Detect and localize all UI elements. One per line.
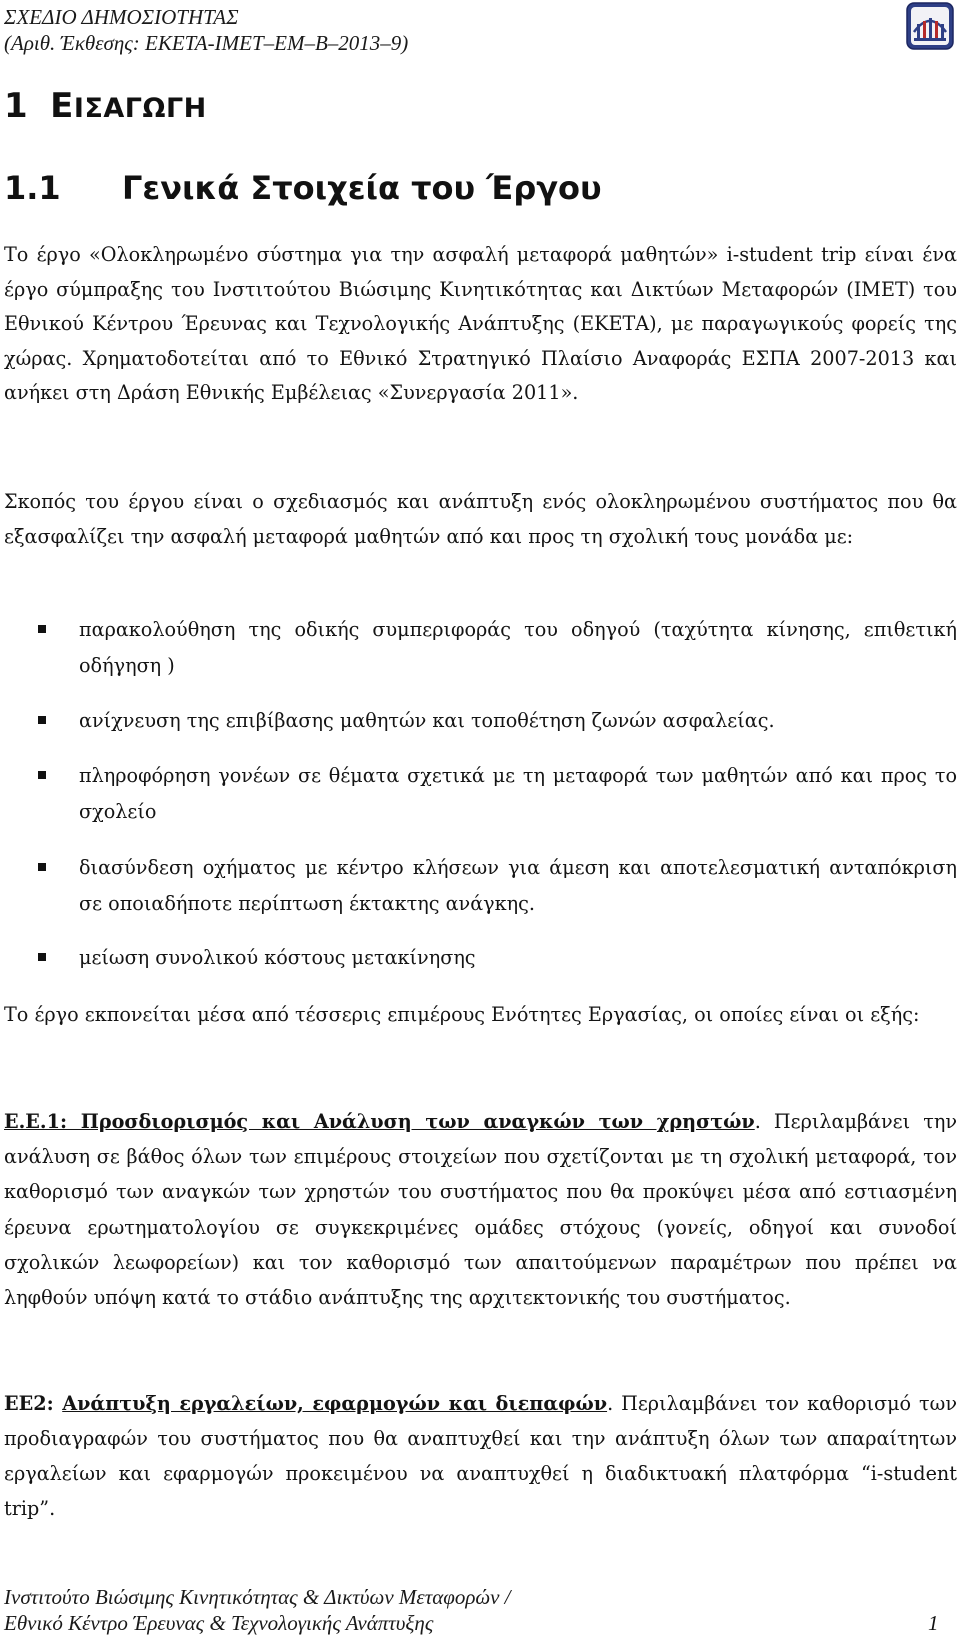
work-package-2-title: Ανάπτυξη εργαλείων, εφαρμογών και διεπαφών (62, 1392, 608, 1415)
square-bullet-icon (38, 953, 46, 961)
subsection-title: Γενικά Στοιχεία του Έργου (122, 169, 602, 207)
square-bullet-icon (38, 863, 46, 871)
square-bullet-icon (38, 771, 46, 779)
page-footer (4, 1584, 884, 1636)
intro-paragraph: Το έργο «Ολοκληρωμένο σύστημα για την ασφαλή μεταφορά μαθητών» i-student trip είναι ένα έργο σύμπραξης του Ινστιτούτου Βιώσιμης Κινητικότητας και Δικτύων Μεταφορών (ΙΜΕΤ) του Εθνικού Κέντρου Έρευνας και Τεχνολογικής Ανάπτυξης (ΕΚΕΤΑ), με παραγωγικούς φορείς της χώρας. Χρηματοδοτείται από το Εθνικό Στρατηγικό Πλαίσιο Αναφοράς ΕΣΠΑ 2007-2013 και ανήκει στη Δράση Εθνικής Εμβέλειας «Συνεργασία 2011». (4, 243, 957, 405)
section-heading-1 (4, 84, 207, 131)
page-number: 1 (928, 1611, 939, 1635)
work-package-1-text: . Περιλαμβάνει την ανάλυση σε βάθος όλων των επιμέρους στοιχείων που σχετίζονται με τη σχολική μεταφορά, τον καθορισμό των αναγκών των χρηστών του συστήματος που θα προκύψει μέσα από εστιασμένη έρευνα ερωτηματολογίου σε συγκεκριμένες ομάδες στόχους (γονείς, οδηγοί και συνοδοί σχολικών λεωφορείων) και τον καθορισμό των απαιτούμενων παραμέτρων που πρέπει να ληφθούν υπόψη κατά το στάδιο ανάπτυξης της αρχιτεκτονικής του συστήματος. (4, 1110, 957, 1310)
list-item: μείωση συνολικού κόστους μετακίνησης (38, 940, 957, 976)
subsection-heading (4, 166, 602, 210)
work-package-2-text: . Περιλαμβάνει τον καθορισμό των προδιαγραφών του συστήματος που θα αναπτυχθεί και την ανάπτυξη όλων των απαραίτητων εργαλείων και εφαρμογών προκειμένου να αναπτυχθεί η διαδικτυακή πλατφόρμα “i-student trip”. (4, 1392, 957, 1520)
section-number: 1 (4, 86, 29, 126)
work-packages-intro: Το έργο εκπονείται μέσα από τέσσερις επιμέρους Ενότητες Εργασίας, οι οποίες είναι οι εξής: (4, 1003, 920, 1026)
work-package-2 (4, 1386, 957, 1526)
header-title: ΣΧΕΔΙΟ ΔΗΜΟΣΙΟΤΗΤΑΣ (4, 5, 239, 29)
footer-institute: Ινστιτούτο Βιώσιμης Κινητικότητας & Δικτύων Μεταφορών / (4, 1585, 511, 1609)
institute-logo-icon (906, 2, 954, 50)
section-title-rest: ΙΣΑΓΩΓΗ (73, 93, 207, 124)
purpose-paragraph: Σκοπός του έργου είναι ο σχεδιασμός και ανάπτυξη ενός ολοκληρωμένου συστήματος που θα εξασφαλίζει την ασφαλή μεταφορά μαθητών από και προς τη σχολική τους μονάδα με: (4, 490, 957, 548)
section-title-initial: Ε (50, 86, 74, 126)
header-report-number: (Αριθ. Έκθεσης: ΕΚΕΤΑ-ΙΜΕΤ–ΕΜ–Β–2013–9) (4, 31, 409, 55)
footer-centre: Εθνικό Κέντρο Έρευνας & Τεχνολογικής Ανάπτυξης (4, 1611, 434, 1635)
list-item: ανίχνευση της επιβίβασης μαθητών και τοποθέτηση ζωνών ασφαλείας. (38, 703, 957, 739)
square-bullet-icon (38, 716, 46, 724)
list-item: παρακολούθηση της οδικής συμπεριφοράς του οδηγού (ταχύτητα κίνησης, επιθετική οδήγηση ) (38, 612, 957, 684)
work-package-2-code: ΕΕ2: (4, 1392, 63, 1415)
work-package-1-title: Ε.Ε.1: Προσδιορισμός και Ανάλυση των αναγκών των χρηστών (4, 1110, 755, 1133)
page-header (4, 4, 884, 56)
list-item: πληροφόρηση γονέων σε θέματα σχετικά με τη μεταφορά των μαθητών από και προς το σχολείο (38, 758, 957, 830)
subsection-number: 1.1 (4, 169, 61, 207)
list-item: διασύνδεση οχήματος με κέντρο κλήσεων για άμεση και αποτελεσματική ανταπόκριση σε οποιαδήποτε περίπτωση έκτακτης ανάγκης. (38, 850, 957, 922)
square-bullet-icon (38, 625, 46, 633)
work-package-1 (4, 1104, 957, 1315)
